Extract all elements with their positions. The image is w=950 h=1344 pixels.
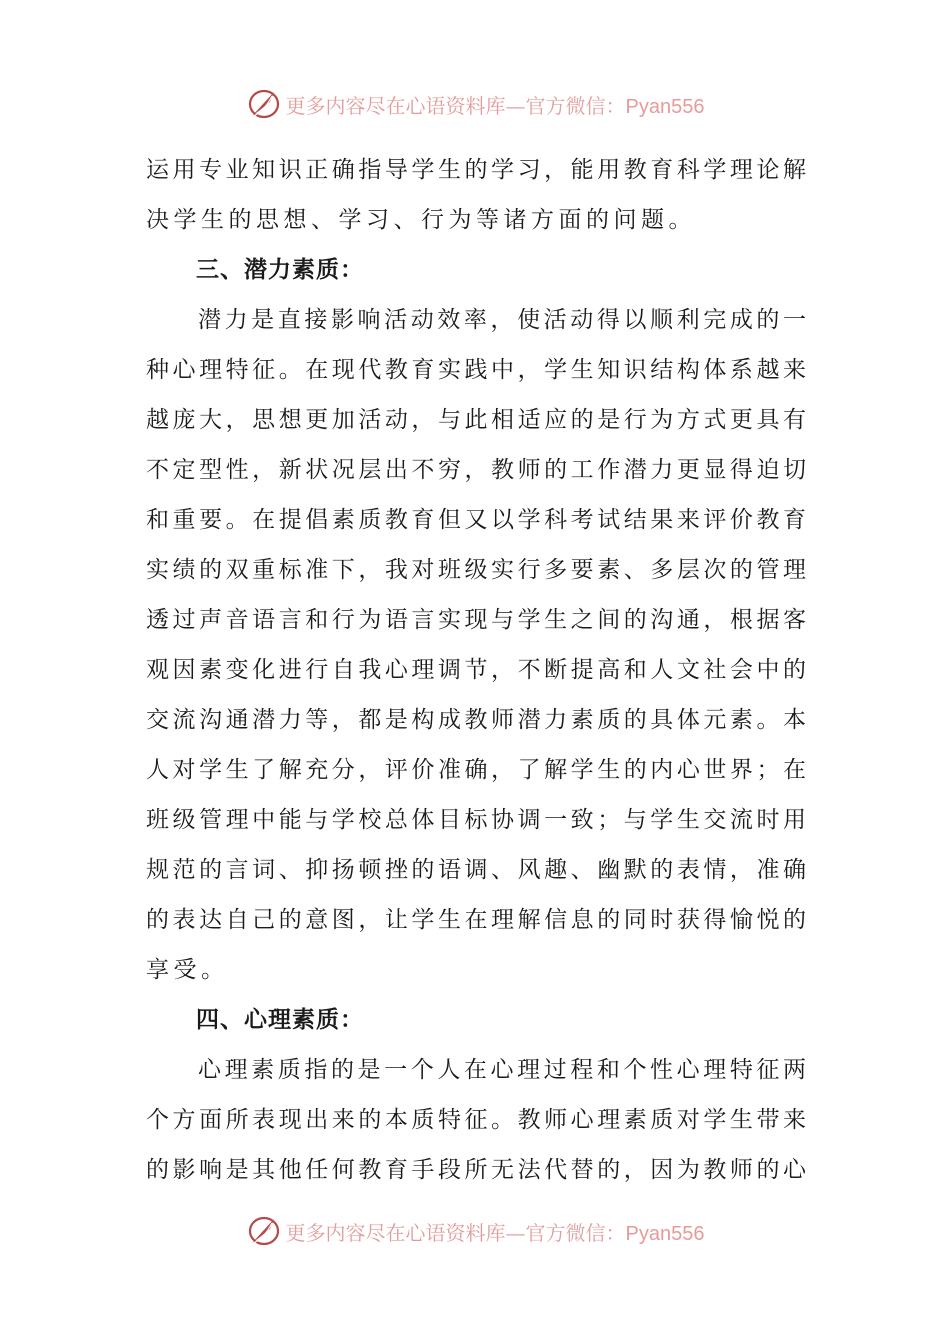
watermark-wechat-label: 官方微信： — [525, 1220, 626, 1245]
watermark-bottom — [0, 1211, 950, 1251]
text-line: 个方面所表现出来的本质特征。教师心理素质对学生带来 — [146, 1107, 806, 1133]
text-line: 实绩的双重标准下，我对班级实行多要素、多层次的管理 — [146, 557, 806, 583]
paragraph-1 — [146, 145, 806, 245]
text-line: 潜力是直接影响活动效率，使活动得以顺利完成的一 — [198, 307, 806, 333]
text-line: 越庞大，思想更加活动，与此相适应的是行为方式更具有 — [146, 407, 806, 433]
watermark-brand: 更多内容尽在心语资料库 — [285, 1220, 506, 1245]
text-line: 透过声音语言和行为语言实现与学生之间的沟通，根据客 — [146, 607, 806, 633]
text-line: 运用专业知识正确指导学生的学习，能用教育科学理论解 — [146, 157, 806, 183]
watermark-dash: — — [505, 93, 526, 118]
watermark-wechat-id: Pyan556 — [625, 95, 705, 118]
text-line: 享受。 — [146, 957, 229, 983]
document-body — [146, 145, 806, 1195]
watermark-text — [286, 90, 705, 119]
section-heading: 三、潜力素质： — [196, 257, 364, 283]
quill-logo-icon — [246, 86, 282, 122]
text-line: 决学生的思想、学习、行为等诸方面的问题。 — [146, 207, 696, 233]
section-4 — [146, 995, 806, 1195]
text-line: 不定型性，新状况层出不穷，教师的工作潜力更显得迫切 — [146, 457, 806, 483]
watermark-wechat-id: Pyan556 — [625, 1222, 705, 1245]
watermark-text — [286, 1217, 705, 1246]
text-line: 观因素变化进行自我心理调节，不断提高和人文社会中的 — [146, 657, 806, 683]
text-line: 班级管理中能与学校总体目标协调一致；与学生交流时用 — [146, 807, 806, 833]
text-line: 交流沟通潜力等，都是构成教师潜力素质的具体元素。本 — [146, 707, 806, 733]
text-line: 和重要。在提倡素质教育但又以学科考试结果来评价教育 — [146, 507, 806, 533]
section-heading: 四、心理素质： — [196, 1007, 364, 1033]
text-line: 的影响是其他任何教育手段所无法代替的，因为教师的心 — [146, 1157, 806, 1183]
section-3 — [146, 245, 806, 995]
watermark-dash: — — [505, 1220, 526, 1245]
text-line: 种心理特征。在现代教育实践中，学生知识结构体系越来 — [146, 357, 806, 383]
watermark-top — [0, 84, 950, 124]
watermark-brand: 更多内容尽在心语资料库 — [285, 93, 506, 118]
text-line: 的表达自己的意图，让学生在理解信息的同时获得愉悦的 — [146, 907, 806, 933]
watermark-wechat-label: 官方微信： — [525, 93, 626, 118]
text-line: 心理素质指的是一个人在心理过程和个性心理特征两 — [198, 1057, 806, 1083]
text-line: 规范的言词、抑扬顿挫的语调、风趣、幽默的表情，准确 — [146, 857, 806, 883]
quill-logo-icon — [246, 1213, 282, 1249]
text-line: 人对学生了解充分，评价准确，了解学生的内心世界；在 — [146, 757, 806, 783]
